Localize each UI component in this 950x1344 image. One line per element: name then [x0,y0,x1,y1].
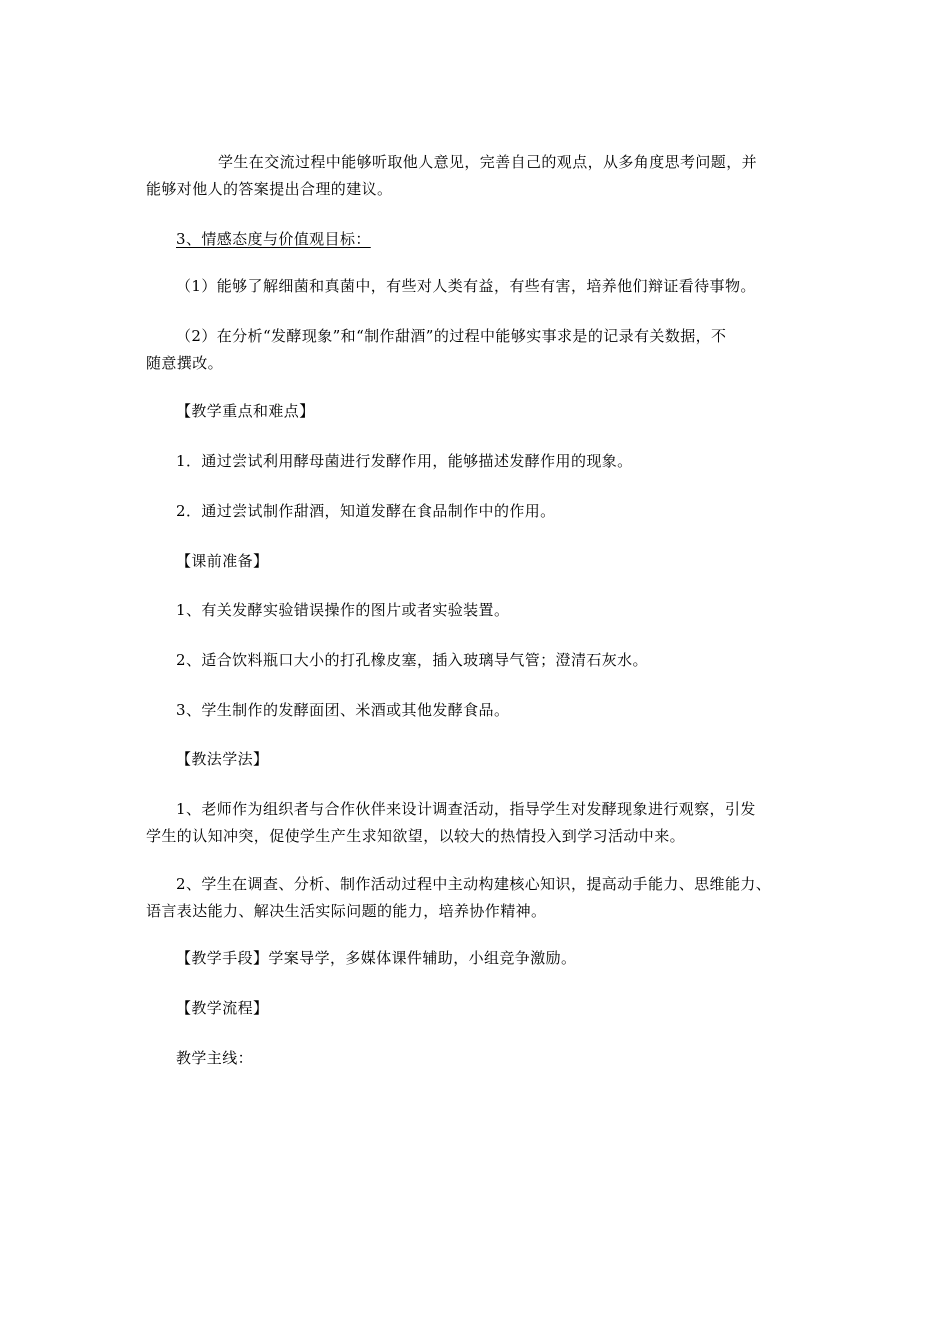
goal3-heading-text: 3、情感态度与价值观目标： [176,230,371,248]
prep-item-1: 1、有关发酵实验错误操作的图片或者实验装置。 [176,601,510,619]
section-heading-flow: 【教学流程】 [176,999,269,1017]
section-heading-key-points: 【教学重点和难点】 [176,402,315,420]
goal3-item-1: （1）能够了解细菌和真菌中，有些对人类有益，有些有害，培养他们辩证看待事物。 [176,277,756,295]
paragraph-line: 随意撰改。 [146,354,224,372]
section-heading-preparation: 【课前准备】 [176,552,269,570]
section-heading-methods: 【教法学法】 [176,750,269,768]
prep-item-3: 3、学生制作的发酵面团、米酒或其他发酵食品。 [176,701,510,719]
paragraph-line: （2）在分析“发酵现象”和“制作甜酒”的过程中能够实事求是的记录有关数据，不 [176,327,727,345]
key-point-1: 1．通过尝试利用酵母菌进行发酵作用，能够描述发酵作用的现象。 [176,452,633,470]
paragraph-line: 2、学生在调查、分析、制作活动过程中主动构建核心知识，提高动手能力、思维能力、 [176,875,772,893]
teaching-means: 【教学手段】学案导学，多媒体课件辅助，小组竞争激励。 [176,949,577,967]
paragraph-communication [146,149,814,203]
method-item-1 [146,796,814,850]
paragraph-line: 能够对他人的答案提出合理的建议。 [146,180,393,198]
goal3-heading [146,226,814,253]
paragraph-line: 学生在交流过程中能够听取他人意见，完善自己的观点，从多角度思考问题，并 [218,153,758,171]
paragraph-line: 学生的认知冲突，促使学生产生求知欲望，以较大的热情投入到学习活动中来。 [146,827,686,845]
main-line-label: 教学主线： [176,1049,254,1067]
key-point-2: 2．通过尝试制作甜酒，知道发酵在食品制作中的作用。 [176,502,556,520]
paragraph-line: 语言表达能力、解决生活实际问题的能力，培养协作精神。 [146,902,547,920]
prep-item-2: 2、适合饮料瓶口大小的打孔橡皮塞，插入玻璃导气管；澄清石灰水。 [176,651,648,669]
method-item-2 [146,871,814,925]
paragraph-line: 1、老师作为组织者与合作伙伴来设计调查活动，指导学生对发酵现象进行观察，引发 [176,800,756,818]
goal3-item-2 [146,323,814,377]
